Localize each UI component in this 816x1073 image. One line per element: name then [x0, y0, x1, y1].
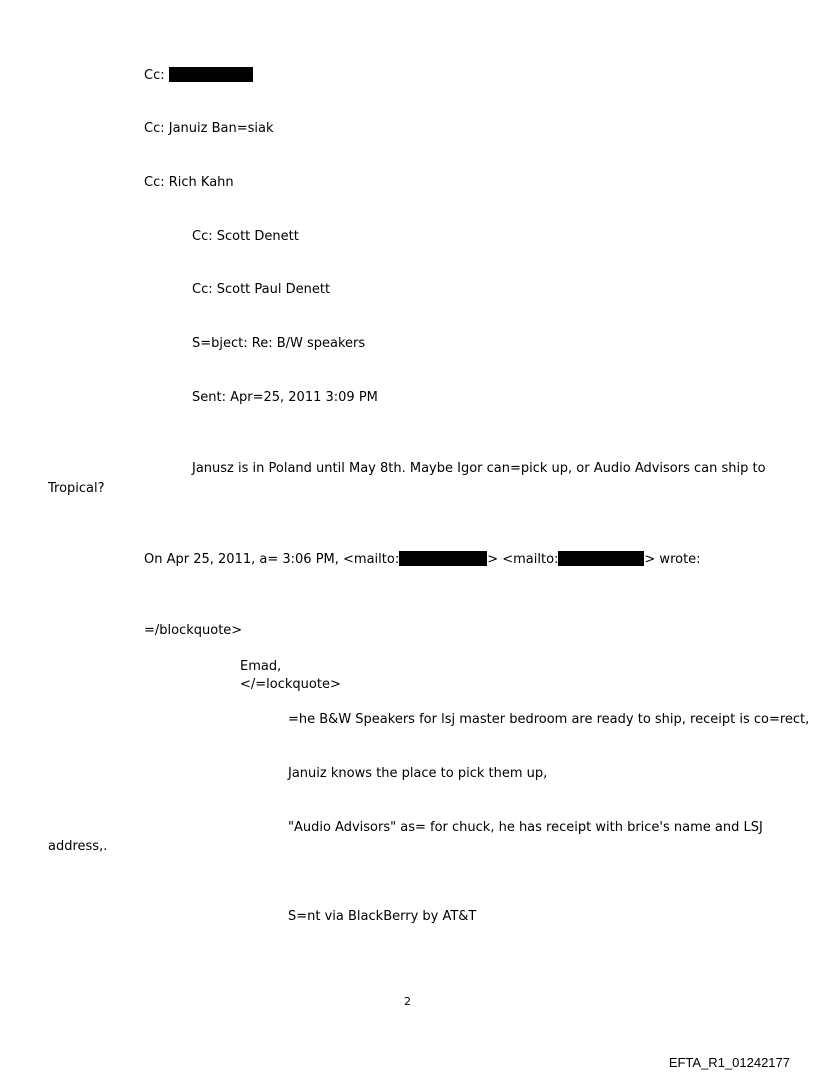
quote-header-text: > wrote: — [644, 552, 701, 567]
cc-redacted-line — [144, 67, 253, 84]
quoted-text: "Audio Advisors" as= for chuck, he has receipt with brice's name and LSJ — [288, 820, 763, 835]
quoted-text: Januiz knows the place to pick them up, — [288, 766, 548, 781]
signature: S=nt via BlackBerry by AT&T — [288, 909, 477, 924]
cc-line: Cc: Scott Denett — [192, 229, 299, 244]
quote-header — [144, 551, 701, 568]
quote-header-text: On Apr 25, 2011, a= 3:06 PM, <mailto: — [144, 552, 400, 567]
cc-line: Cc: Rich Kahn — [144, 175, 234, 190]
cc-label: Cc: — [144, 68, 169, 83]
redaction-bar — [169, 67, 253, 82]
redaction-bar — [399, 551, 487, 566]
lockquote-tag: </=lockquote> — [240, 677, 341, 692]
cc-line: Cc: Scott Paul Denett — [192, 282, 331, 297]
quoted-text: address,. — [48, 839, 108, 854]
body-text: Tropical? — [48, 481, 105, 496]
greeting: Emad, — [240, 659, 282, 674]
cc-line: Cc: Januiz Ban=siak — [144, 121, 274, 136]
quote-header-text: > <mailto: — [487, 552, 559, 567]
redaction-bar — [558, 551, 644, 566]
page-number: 2 — [404, 995, 411, 1008]
quoted-text: =he B&W Speakers for lsj master bedroom are ready to ship, receipt is co=rect, — [288, 712, 810, 727]
blockquote-tag: =/blockquote> — [144, 623, 243, 638]
sent-line: Sent: Apr=25, 2011 3:09 PM — [192, 390, 378, 405]
subject-line: S=bject: Re: B/W speakers — [192, 336, 366, 351]
body-text: Janusz is in Poland until May 8th. Maybe Igor can=pick up, or Audio Advisors can ship to — [192, 461, 766, 476]
document-id: EFTA_R1_01242177 — [668, 1055, 790, 1070]
